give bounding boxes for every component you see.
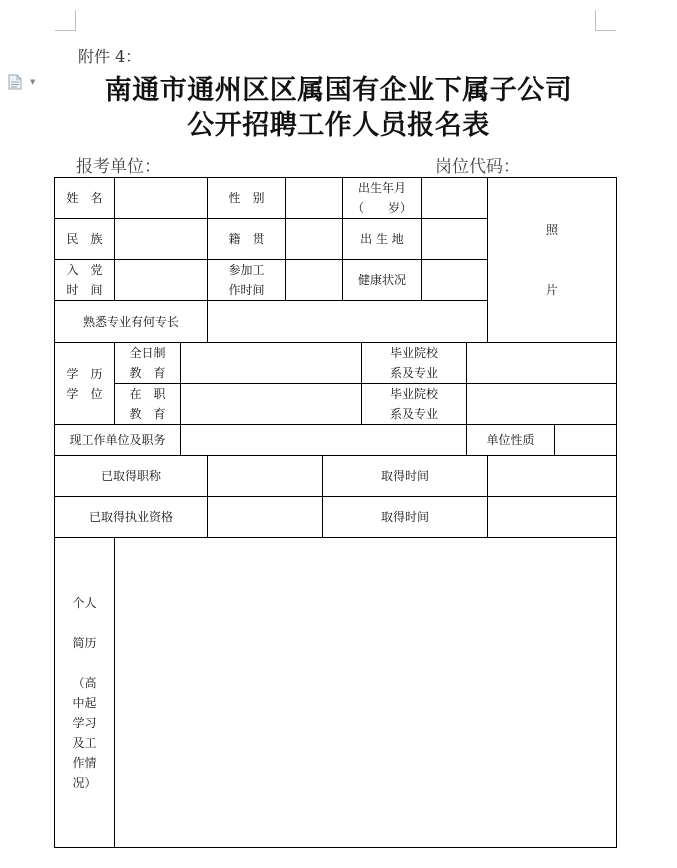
name-field[interactable]	[114, 177, 208, 219]
title-obtained-field[interactable]	[207, 455, 323, 497]
native-place-label: 籍 贯	[207, 218, 286, 260]
crop-mark-top-right	[595, 10, 616, 31]
party-time-label: 入 党 时 间	[54, 259, 115, 301]
page-title-line1: 南通市通州区区属国有企业下属子公司	[104, 75, 573, 106]
party-time-field[interactable]	[114, 259, 208, 301]
photo-box[interactable]: 照 片	[487, 177, 617, 343]
resume-field[interactable]	[114, 537, 617, 848]
school-major-label-1: 毕业院校 系及专业	[361, 342, 467, 384]
cert-time-field[interactable]	[487, 496, 617, 538]
inservice-edu-field[interactable]	[180, 383, 362, 425]
annex-label: 附件 4：	[78, 47, 142, 66]
cert-time-label: 取得时间	[322, 496, 488, 538]
name-label: 姓 名	[54, 177, 115, 219]
work-start-field[interactable]	[285, 259, 343, 301]
edu-degree-label: 学 历 学 位	[54, 342, 115, 425]
fulltime-edu-label: 全日制 教 育	[114, 342, 181, 384]
specialty-field[interactable]	[207, 300, 488, 343]
school-major-label-2: 毕业院校 系及专业	[361, 383, 467, 425]
ethnicity-field[interactable]	[114, 218, 208, 260]
crop-mark-top-left	[55, 10, 76, 31]
current-job-label: 现工作单位及职务	[54, 424, 181, 456]
birthplace-label: 出 生 地	[342, 218, 422, 260]
title-time-field[interactable]	[487, 455, 617, 497]
native-place-field[interactable]	[285, 218, 343, 260]
specialty-label: 熟悉专业有何专长	[54, 300, 208, 343]
school-major-field-1[interactable]	[466, 342, 617, 384]
apply-unit-label: 报考单位：	[76, 157, 161, 177]
fulltime-edu-field[interactable]	[180, 342, 362, 384]
health-field[interactable]	[421, 259, 488, 301]
title-time-label: 取得时间	[322, 455, 488, 497]
unit-nature-field[interactable]	[554, 424, 617, 456]
inservice-edu-label: 在 职 教 育	[114, 383, 181, 425]
cert-obtained-label: 已取得执业资格	[54, 496, 208, 538]
gender-label: 性 别	[207, 177, 286, 219]
birth-label: 出生年月 （ 岁）	[342, 177, 422, 219]
resume-label: 个人 简历 （高 中起 学习 及工 作情 况）	[54, 537, 115, 848]
school-major-field-2[interactable]	[466, 383, 617, 425]
chevron-down-icon[interactable]: ▼	[30, 78, 36, 86]
birth-field[interactable]	[421, 177, 488, 219]
title-obtained-label: 已取得职称	[54, 455, 208, 497]
gender-field[interactable]	[285, 177, 343, 219]
post-code-label: 岗位代码：	[435, 157, 520, 177]
ethnicity-label: 民 族	[54, 218, 115, 260]
current-job-field[interactable]	[180, 424, 467, 456]
unit-nature-label: 单位性质	[466, 424, 555, 456]
birthplace-field[interactable]	[421, 218, 488, 260]
cert-obtained-field[interactable]	[207, 496, 323, 538]
page-title-line2: 公开招聘工作人员报名表	[187, 110, 490, 141]
work-start-label: 参加工 作时间	[207, 259, 286, 301]
health-label: 健康状况	[342, 259, 422, 301]
